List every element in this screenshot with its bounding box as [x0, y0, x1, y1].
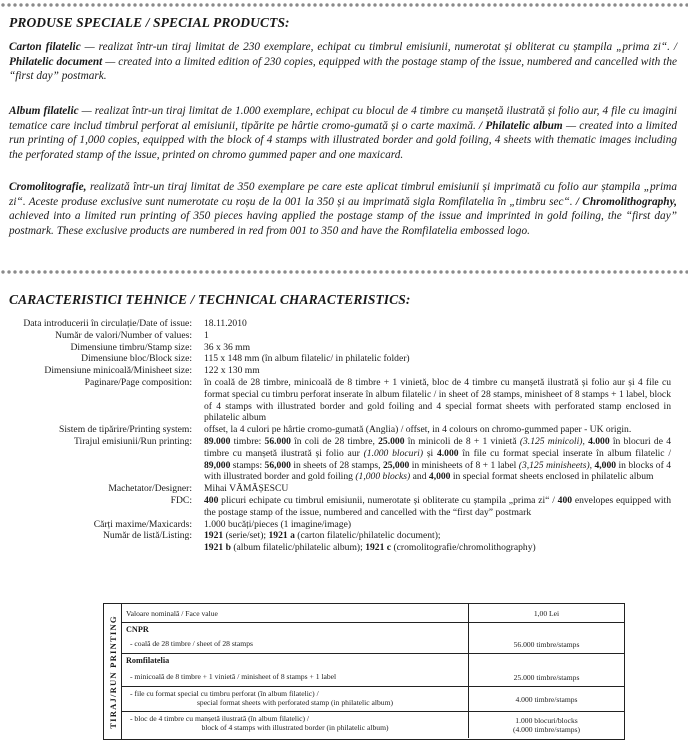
- table-row-romfilatelia: Romfilatelia - minicoală de 8 timbre + 1 vinietă / minisheet of 8 stamps + 1 label 25.000 timbre/stamps: [122, 654, 624, 687]
- philatelic-document-lead-ro: Carton filatelic: [9, 41, 81, 53]
- philatelic-album-lead-ro: Album filatelic: [9, 105, 79, 117]
- chromolithography-lead-en: / Chromolithography,: [575, 195, 677, 208]
- table-row-special-sheets: - file cu format special cu timbru perforat (în album filatelic) / special format sheets with perforated stamp (in philatelic album) 4.000 timbre/stamps: [122, 687, 624, 712]
- row-number-of-values: Număr de valori/Number of values: 1: [55, 329, 209, 341]
- philatelic-document-lead-en: Philatelic document: [9, 55, 103, 68]
- row-designer: Machetator/Designer: Mihai VĂMĂȘESCU: [108, 483, 289, 495]
- chromolithography-lead-ro: Cromolitografie,: [9, 181, 87, 193]
- philatelic-album-lead-en: / Philatelic album: [479, 119, 563, 132]
- row-listing: Număr de listă/Listing: 1921 (serie/set); 1921 a (carton filatelic/philatelic document); 1921 b (album filatelic/philatelic album); 1921 c (cromolitografie/chromolithography): [103, 530, 536, 554]
- run-printing-side-label: TIRAJ/RUN PRINTING: [104, 604, 122, 739]
- table-row-face-value: Valoare nominală / Face value 1,00 Lei: [122, 604, 624, 623]
- row-run-printing: Tirajul emisiunii/Run printing: 89.000 timbre: 56.000 în coli de 28 timbre, 25.000 în minicoli de 8 + 1 vinietă (3.125 minicoli), 4.000 în blocuri de 4 timbre cu manșetă ilustrată și folio aur (1.000 blocuri) și 4.000 în file cu format special inserate în album filatelic / 89,000 stamps: 56,000 in sheets of 28 stamps, 25,000 in minisheets of 8 + 1 label (3,125 minisheets), 4,000 in blocks of 4 with illustrated border and gold foiling (1,000 blocks) and 4,000 in special format sheets enclosed in philatelic album: [74, 435, 672, 483]
- philatelic-album-paragraph: Album filatelic — realizat într-un tiraj limitat de 1.000 exemplare, echipat cu blocul de 4 timbre cu manșetă ilustrată și folio aur, 4 file cu imagini tematice care includ timbrul perforat al emisiunii, tipărite pe hârtie cromo-gumată și o carte maximă. / Philatelic album — created into a limited run printing of 1,000 copies, equipped with the block of 4 stamps with illustrated border and gold foiling, 4 sheets with thematic images including the perforated stamp of the issue, printed on chromo gummed paper and one maxicard.: [9, 105, 677, 161]
- row-maxicards: Cărți maxime/Maxicards: 1.000 bucăți/pieces (1 imagine/image): [93, 518, 352, 530]
- chromolithography-paragraph: Cromolitografie, realizată într-un tiraj limitat de 350 exemplare pe care este aplicat timbrul emisiunii și imprimată cu folio aur ștampila „prima zi“. Aceste produse exclusive sunt numerotate cu roșu de la 001 la 350 și au imprimată sigla Romfilatelia în „timbru sec“. / Chromolithography, achieved into a limited run printing of 350 pieces having applied the postage stamp of the issue and imprinted in gold foiling, the “first day” postmark. These exclusive products are numbered in red from 001 to 350 and have the Romfilatelia embossed logo.: [9, 181, 677, 237]
- table-row-cnpr: CNPR - coală de 28 timbre / sheet of 28 stamps 56.000 timbre/stamps: [122, 623, 624, 654]
- middle-dotted-divider: [0, 269, 688, 275]
- special-products-title: PRODUSE SPECIALE / SPECIAL PRODUCTS:: [9, 15, 290, 30]
- row-date-of-issue: Data introducerii în circulație/Date of issue: 18.11.2010: [23, 318, 247, 329]
- technical-characteristics-list: [0, 318, 688, 554]
- row-stamp-size: Dimensiune timbru/Stamp size: 36 x 36 mm: [70, 341, 251, 353]
- table-row-blocks: - bloc de 4 timbre cu manșetă ilustrată (în album filatelic) / block of 4 stamps with illustrated border (in philatelic album) 1.000 blocuri/blocks (4.000 timbre/stamps): [122, 712, 624, 738]
- philatelic-document-paragraph: Carton filatelic — realizat într-un tiraj limitat de 230 exemplare, echipat cu timbrul emisiunii, numerotat și obliterat cu ștampila „prima zi“. / Philatelic document — created into a limited edition of 230 copies, equipped with the postage stamp of the issue, numbered and cancelled with the “first day” postmark.: [9, 41, 678, 83]
- top-dotted-divider: [0, 2, 688, 8]
- run-printing-table: [103, 603, 625, 740]
- row-printing-system: Sistem de tipărire/Printing system: offset, la 4 culori pe hârtie cromo-gumată (Anglia) / offset, in 4 colours on chromo-gummed paper - UK origin.: [59, 424, 632, 436]
- technical-characteristics-title: CARACTERISTICI TEHNICE / TECHNICAL CHARACTERISTICS:: [9, 292, 411, 307]
- row-fdc: FDC: 400 plicuri echipate cu timbrul emisiunii, numerotate și obliterate cu ștampila „prima zi“ / 400 envelopes equipped with the postage stamp of the issue, numbered and cancelled with the “first day” postmark: [170, 494, 671, 518]
- row-block-size: Dimensiune bloc/Block size: 115 x 148 mm (în album filatelic/ in philatelic folder): [81, 353, 410, 365]
- row-minisheet-size: Dimensiune minicoală/Minisheet size: 122 x 130 mm: [44, 365, 260, 377]
- row-page-composition: Paginare/Page composition: în coală de 28 timbre, minicoală de 8 timbre + 1 vinietă, bloc de 4 timbre cu manșetă ilustrată și folio aur și 4 file cu format special cu timbru perforat inserate în album filatelic / in sheet of 28 stamps, minisheet of 8 stamps + 1 label, block of 4 stamps with illustrated border and gold foiling and 4 special format sheets with perforated stamp enclosed in philatelic album: [84, 376, 671, 424]
